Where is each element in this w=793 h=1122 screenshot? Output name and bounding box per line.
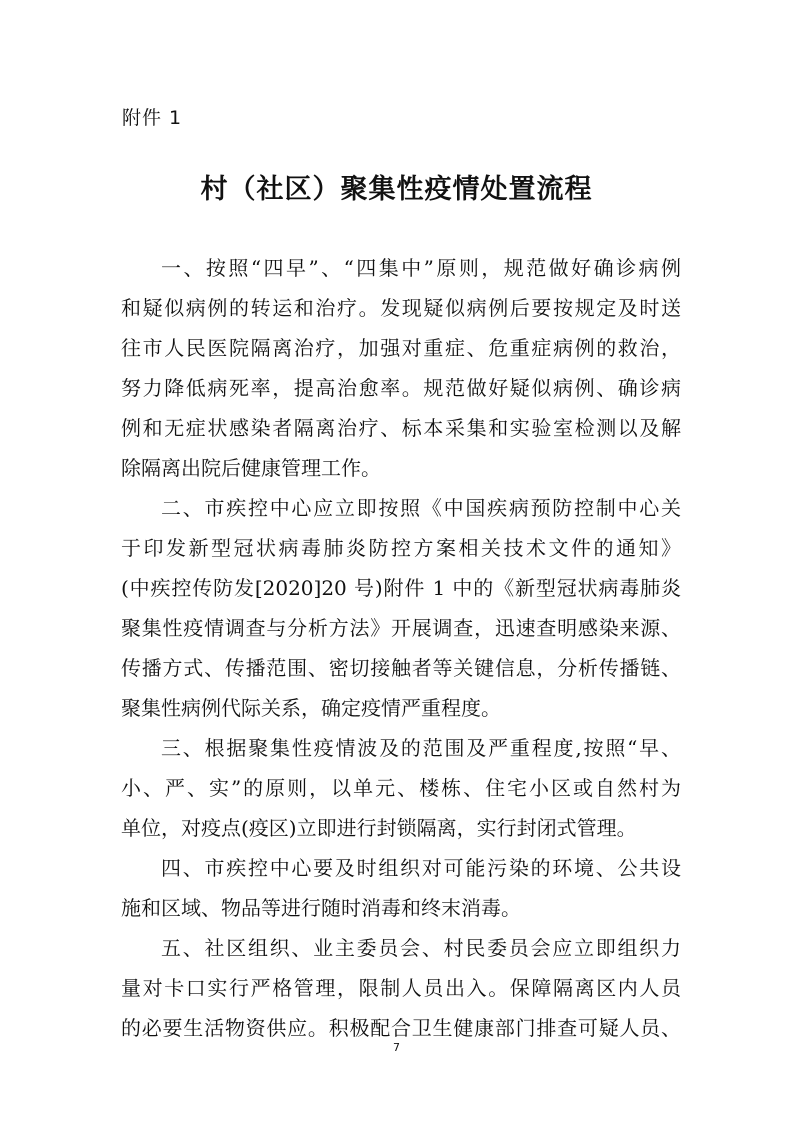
paragraph-2-line: 聚集性疫情调查与分析方法》开展调查，迅速查明感染来源、 — [121, 616, 681, 640]
paragraph-3-line: 三、根据聚集性疫情波及的范围及严重程度,按照“早、 — [161, 736, 681, 760]
paragraph-1-line: 例和无症状感染者隔离治疗、标本采集和实验室检测以及解 — [121, 416, 681, 440]
paragraph-1-line: 和疑似病例的转运和治疗。发现疑似病例后要按规定及时送 — [121, 296, 681, 320]
page-number: 7 — [393, 1041, 400, 1054]
paragraph-1-line: 一、按照“四早”、“四集中”原则，规范做好确诊病例 — [161, 256, 681, 280]
paragraph-5-line: 五、社区组织、业主委员会、村民委员会应立即组织力 — [161, 936, 681, 960]
paragraph-2-line: 于印发新型冠状病毒肺炎防控方案相关技术文件的通知》 — [121, 536, 681, 560]
attachment-label: 附件 1 — [122, 107, 183, 129]
paragraph-1-line: 往市人民医院隔离治疗，加强对重症、危重症病例的救治， — [121, 336, 681, 360]
paragraph-3-line: 小、严、实”的原则，以单元、楼栋、住宅小区或自然村为 — [121, 776, 681, 800]
document-body — [121, 248, 681, 1048]
paragraph-4-line: 施和区域、物品等进行随时消毒和终末消毒。 — [121, 896, 521, 920]
paragraph-3-line: 单位，对疫点(疫区)立即进行封锁隔离，实行封闭式管理。 — [121, 816, 637, 840]
paragraph-4-line: 四、市疾控中心要及时组织对可能污染的环境、公共设 — [161, 856, 681, 880]
paragraph-2-line: 二、市疾控中心应立即按照《中国疾病预防控制中心关 — [161, 496, 681, 520]
paragraph-2-line: 传播方式、传播范围、密切接触者等关键信息，分析传播链、 — [121, 656, 681, 680]
paragraph-5-line: 量对卡口实行严格管理，限制人员出入。保障隔离区内人员 — [121, 976, 681, 1000]
paragraph-1-line: 除隔离出院后健康管理工作。 — [121, 456, 381, 480]
document-title: 村（社区）聚集性疫情处置流程 — [200, 174, 593, 205]
paragraph-5-line: 的必要生活物资供应。积极配合卫生健康部门排查可疑人员、 — [121, 1016, 681, 1040]
paragraph-2-line: 聚集性病例代际关系，确定疫情严重程度。 — [121, 696, 501, 720]
paragraph-1-line: 努力降低病死率，提高治愈率。规范做好疑似病例、确诊病 — [121, 376, 681, 400]
paragraph-2-line: (中疾控传防发[2020]20 号)附件 1 中的《新型冠状病毒肺炎 — [121, 576, 681, 600]
